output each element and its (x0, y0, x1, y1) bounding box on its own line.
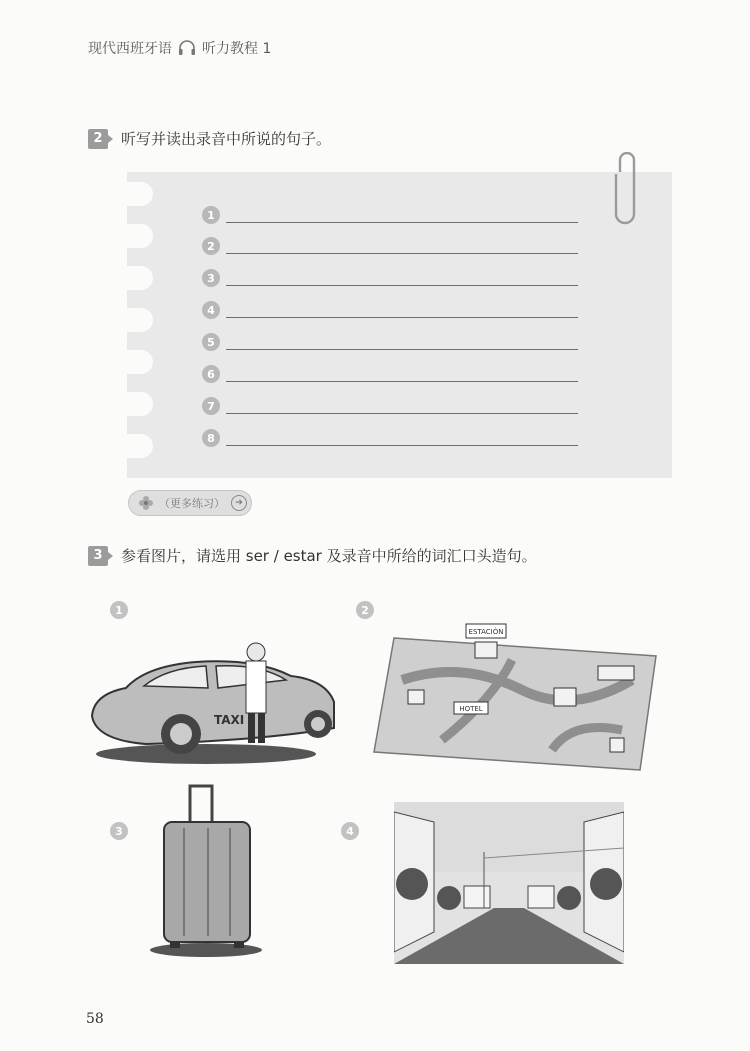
map-label-hotel: HOTEL (459, 705, 483, 713)
exercise-3-badge: 3 (88, 546, 108, 566)
notepad-hole (119, 266, 153, 290)
line-number: 5 (202, 333, 220, 351)
notepad-hole (119, 308, 153, 332)
more-exercises-button[interactable] (128, 490, 252, 516)
notepad-hole (119, 434, 153, 458)
book-title: 现代西班牙语 (88, 41, 172, 57)
street-scene-illustration (394, 802, 624, 964)
town-map-illustration (372, 620, 658, 776)
line-number: 6 (202, 365, 220, 383)
dictation-line[interactable] (202, 397, 578, 417)
dictation-line[interactable] (202, 333, 578, 353)
notepad-hole (119, 182, 153, 206)
suitcase-illustration (150, 784, 262, 960)
taxi-illustration (86, 636, 342, 770)
dictation-line[interactable] (202, 237, 578, 257)
notepad-hole (119, 392, 153, 416)
arrow-right-icon: ➔ (231, 495, 247, 511)
exercise-2-heading (88, 128, 331, 149)
map-label-station: ESTACIÓN (468, 628, 504, 636)
exercise-2-badge: 2 (88, 129, 108, 149)
line-number: 3 (202, 269, 220, 287)
notepad-hole (119, 350, 153, 374)
line-number: 2 (202, 237, 220, 255)
picture-number: 4 (341, 822, 359, 840)
notepad-hole (119, 224, 153, 248)
line-number: 8 (202, 429, 220, 447)
dictation-line[interactable] (202, 301, 578, 321)
line-number: 1 (202, 206, 220, 224)
more-exercises-label: （更多练习） (159, 497, 225, 510)
dictation-line[interactable] (202, 269, 578, 289)
picture-number: 2 (356, 601, 374, 619)
page-number: 58 (86, 1011, 104, 1027)
dictation-line[interactable] (202, 365, 578, 385)
picture-number: 1 (110, 601, 128, 619)
exercise-3-instruction: 参看图片，请选用 ser / estar 及录音中所给的词汇口头造句。 (121, 547, 537, 565)
dictation-line[interactable] (202, 206, 578, 226)
picture-number: 3 (110, 822, 128, 840)
paperclip-icon (612, 152, 642, 226)
exercise-3-heading (88, 545, 537, 566)
exercise-2-instruction: 听写并读出录音中所说的句子。 (121, 130, 332, 148)
flower-icon (137, 494, 155, 512)
running-header (88, 38, 271, 58)
line-number: 7 (202, 397, 220, 415)
book-subtitle: 听力教程 1 (202, 41, 272, 57)
taxi-sign: TAXI (214, 713, 245, 727)
headphones-icon (178, 40, 196, 56)
dictation-line[interactable] (202, 429, 578, 449)
line-number: 4 (202, 301, 220, 319)
